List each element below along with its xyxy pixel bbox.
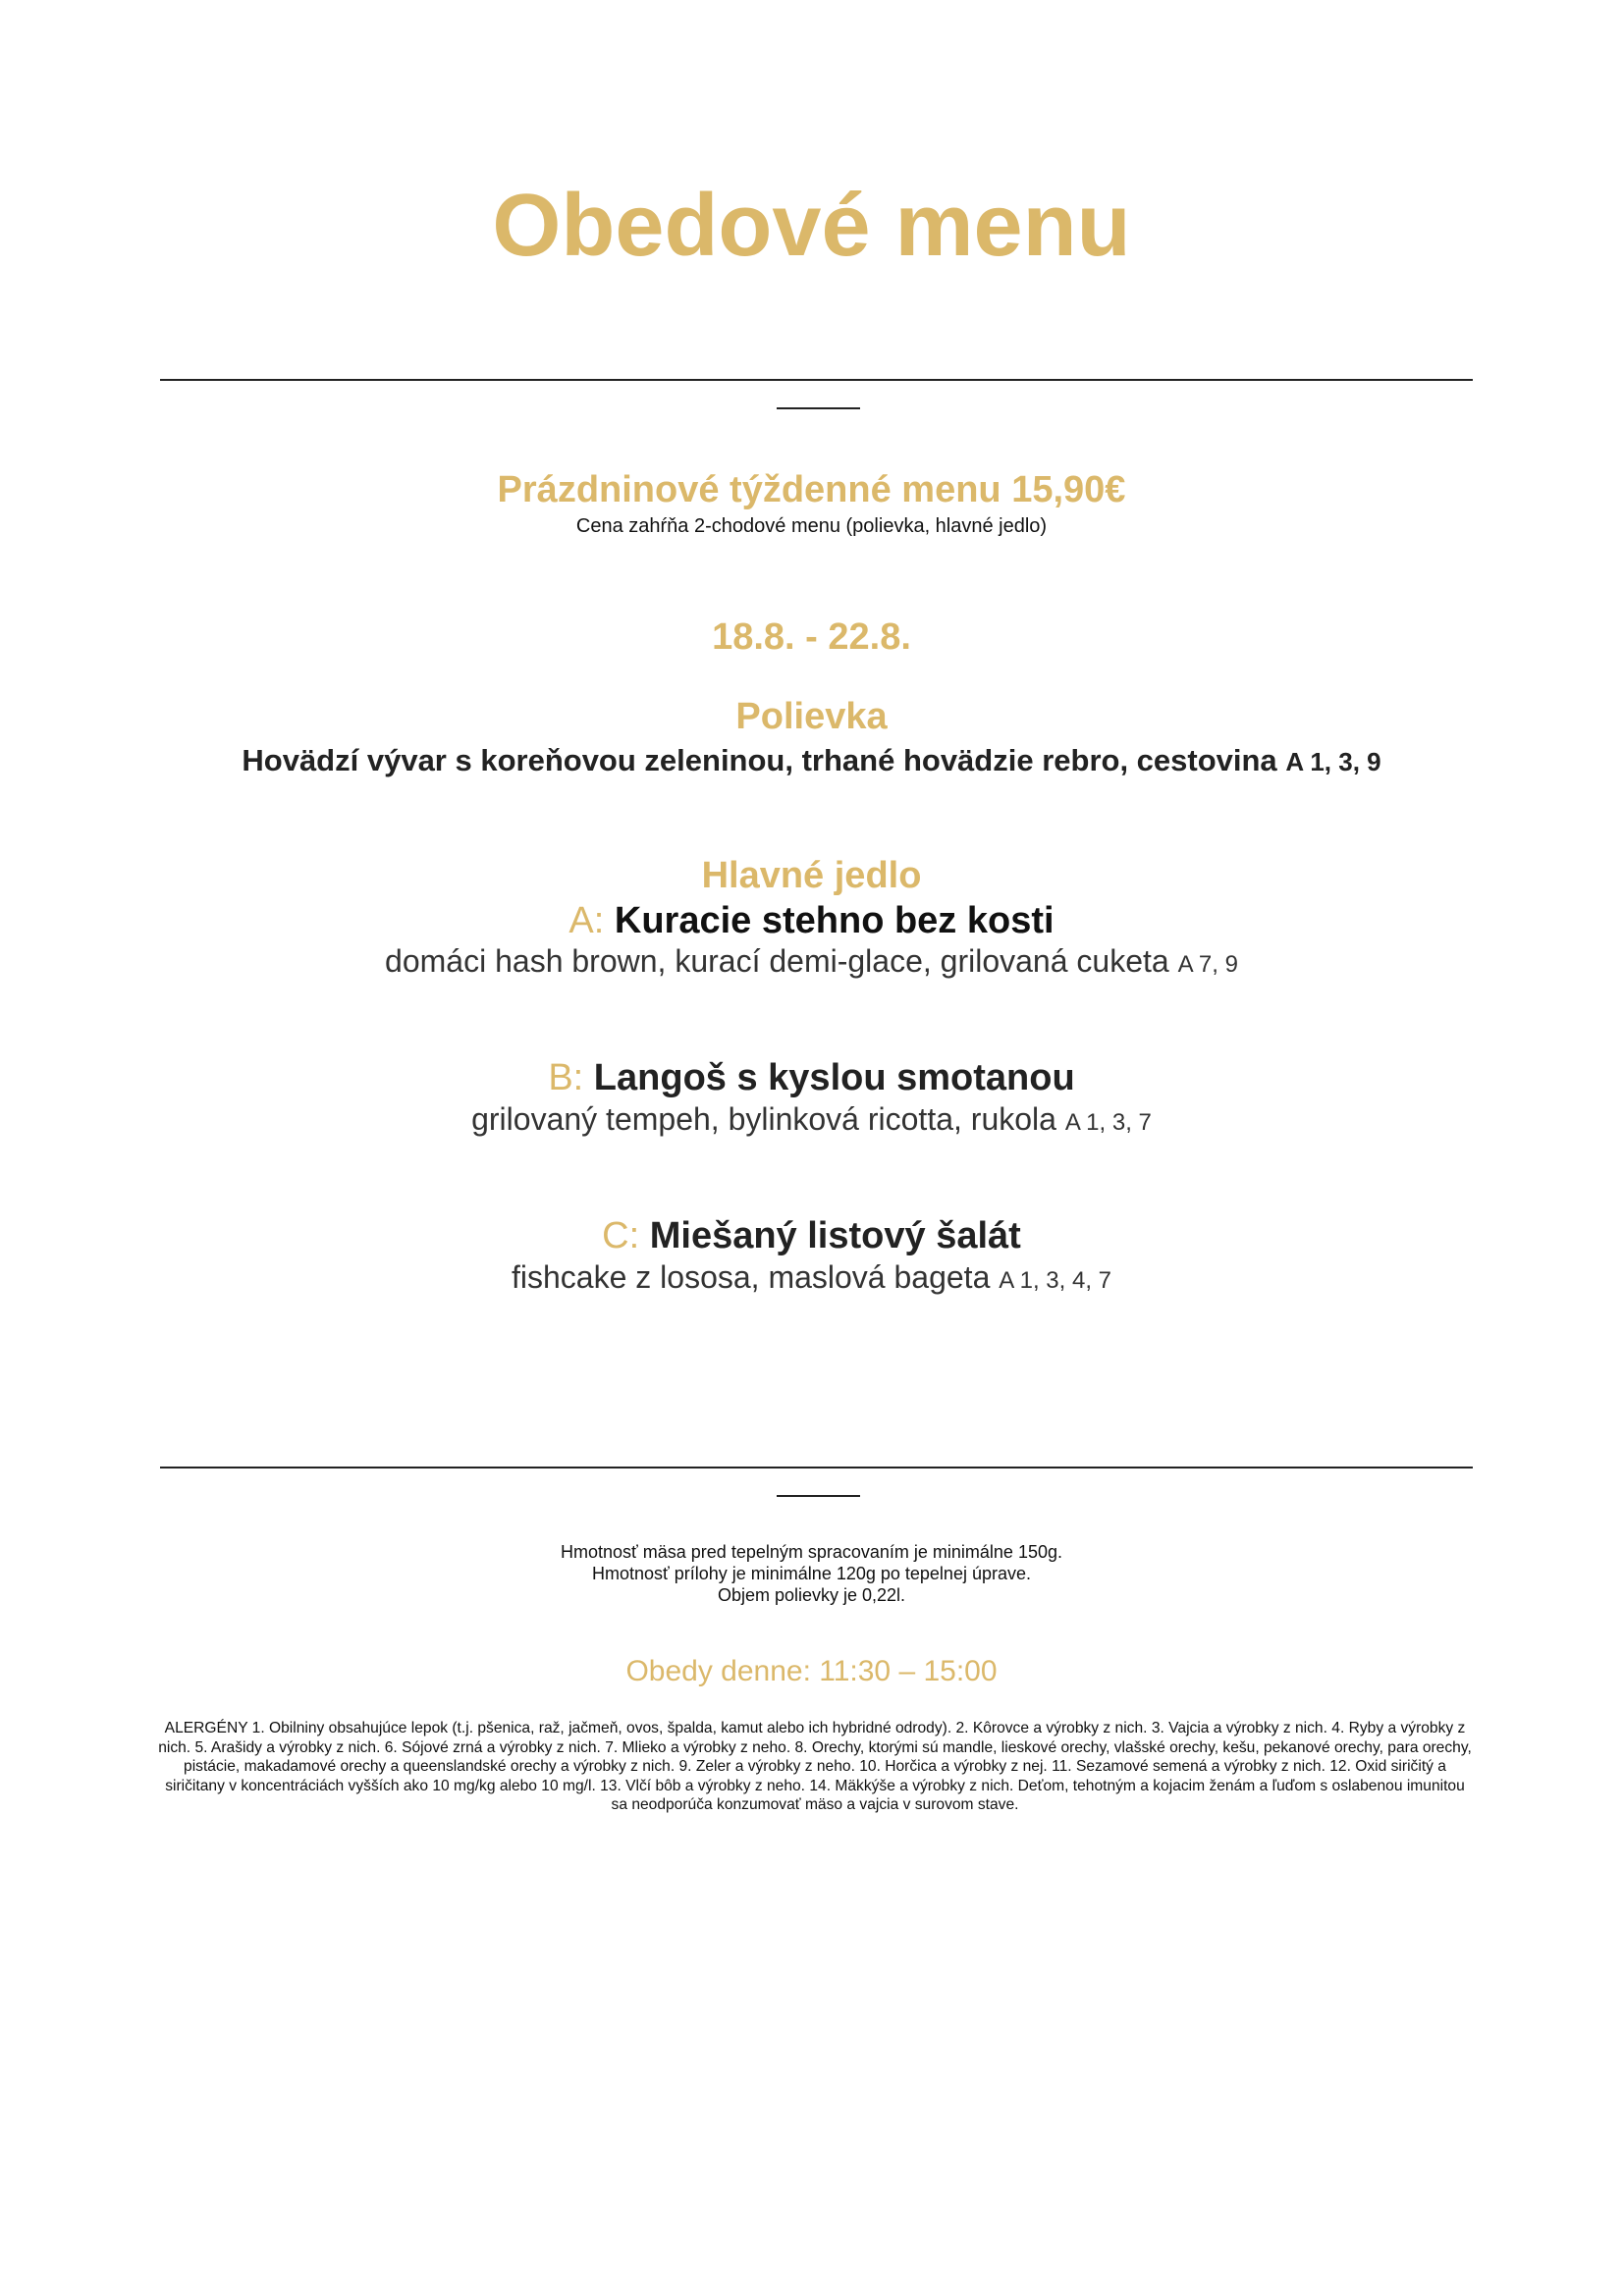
dish-b-description: grilovaný tempeh, bylinková ricotta, rukola [471,1101,1056,1137]
note-meat-weight: Hmotnosť mäsa pred tepelným spracovaním je minimálne 150g. [561,1542,1062,1562]
dish-a-allergens: A 7, 9 [1177,951,1238,978]
dish-a-prefix: A: [568,900,605,941]
dish-c-allergens: A 1, 3, 4, 7 [999,1267,1111,1294]
note-side-weight: Hmotnosť prílohy je minimálne 120g po tepelnej úprave. [591,1564,1031,1583]
soup-allergens: A 1, 3, 9 [1285,747,1381,776]
dish-c-name: Miešaný listový šalát [649,1215,1021,1256]
divider-top-tail [777,407,860,409]
dish-c-prefix: C: [602,1215,640,1256]
dish-b-title [0,1054,1623,1101]
dish-a-description-line [0,940,1623,986]
dish-b-allergens: A 1, 3, 7 [1064,1109,1152,1136]
note-soup-volume: Objem polievky je 0,22l. [717,1585,906,1605]
dish-b-description-line [0,1098,1623,1144]
dish-a-title [0,897,1623,944]
weekly-menu-price-note: Cena zahŕňa 2-chodové menu (polievka, hlavné jedlo) [575,515,1048,537]
dish-b-prefix: B: [548,1057,584,1098]
lunch-hours: Obedy denne: 11:30 – 15:00 [625,1655,998,1687]
soup-item [0,741,1623,781]
dish-c-description-line [0,1256,1623,1302]
divider-bottom [160,1467,1473,1468]
page-title: Obedové menu [492,177,1131,275]
dish-c-description: fishcake z lososa, maslová bageta [511,1259,991,1295]
dish-b-name: Langoš s kyslou smotanou [593,1057,1075,1098]
allergens-legend: ALERGÉNY 1. Obilniny obsahujúce lepok (t.j. pšenica, raž, jačmeň, ovos, špalda, kamut alebo ich hybridné odrody). 2. Kôrovce a výrobky z nich. 3. Vajcia a výrobky z nich. 4. Ryby a výrobky z nich. 5. Arašidy a výrobky z nich. 6. Sójové zrná a výrobky z nich. 7. Mlieko a výrobky z neho. 8. Orechy, ktorými sú mandle, lieskové orechy, vlašské orechy, kešu, pekanové orechy, para orechy, pistácie, makadamové orechy a queenslandské orechy a výrobky z nich. 9. Zeler a výrobky z neho. 10. Horčica a výrobky z nej. 11. Sezamové semená a výrobky z nich. 12. Oxid siričitý a siričitany v koncentráciách vyšších ako 10 mg/kg alebo 10 mg/l. 13. Vlčí bôb a výrobky z neho. 14. Mäkkýše a výrobky z nich. Deťom, tehotným a kojacim ženám a ľuďom s oslabenou imunitou sa neodporúča konzumovať mäso a vajcia v surovom stave. [158,1720,1472,1813]
divider-top [160,379,1473,381]
soup-heading: Polievka [735,696,888,737]
main-course-heading: Hlavné jedlo [701,855,922,896]
weekly-menu-heading: Prázdninové týždenné menu 15,90€ [497,469,1126,510]
date-range: 18.8. - 22.8. [712,616,911,658]
dish-c-title [0,1212,1623,1259]
divider-bottom-tail [777,1495,860,1497]
dish-a-description: domáci hash brown, kurací demi-glace, grilovaná cuketa [385,943,1169,979]
soup-name: Hovädzí vývar s koreňovou zeleninou, trhané hovädzie rebro, cestovina [242,743,1277,777]
dish-a-name: Kuracie stehno bez kosti [614,900,1055,941]
